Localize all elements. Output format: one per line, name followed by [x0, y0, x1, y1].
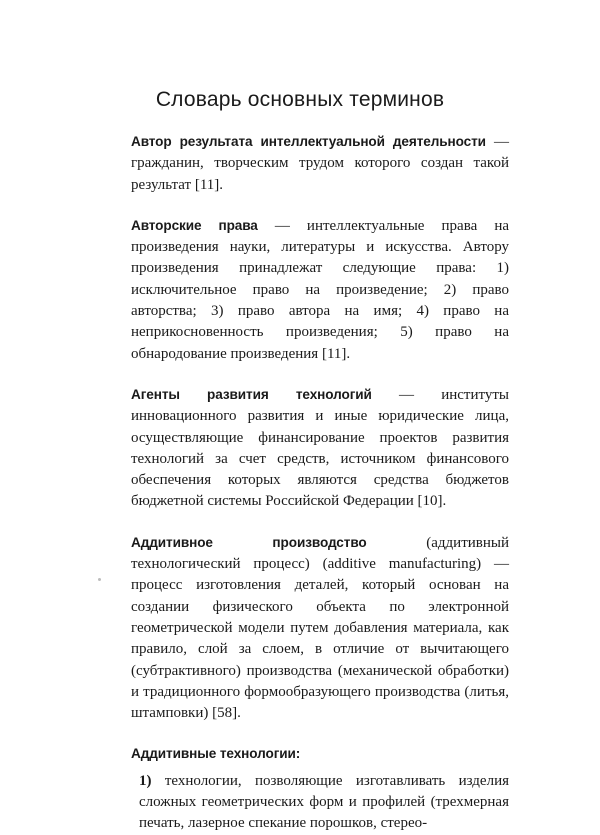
- glossary-entry: [131, 532, 509, 725]
- glossary-entry: [131, 384, 509, 513]
- item-text: технологии, позволяющие изготавливать изделия сложных геометрических форм и профилей (трехмерная печать, лазерное спекание порошков, стерео-: [139, 772, 509, 832]
- list-item: [131, 771, 509, 835]
- entry-definition: — интеллектуальные права на произведения науки, литературы и искусства. Автору произведения принадлежат следующие права: 1) исключительное право на произведение; 2) право авторства; 3) право автора на имя; 4) право на неприкосновенность произведения; 5) право на обнародование произведения [11].: [131, 217, 510, 362]
- glossary-entry: [131, 743, 509, 834]
- glossary-body: [131, 131, 509, 835]
- glossary-entry: [131, 215, 509, 365]
- glossary-entry: [131, 131, 509, 196]
- scan-speck: [98, 578, 101, 581]
- entry-term: Автор результата интеллектуальной деятельности: [131, 134, 486, 149]
- entry-definition: (аддитивный технологический процесс) (additive manufacturing) — процесс изготовления деталей, который основан на создании физического объекта по электронной геометрической модели путем добавления материала, как правило, слой за слоем, в отличие от вычитающего (субтрактивного) производства (механической обработки) и традиционного формообразующего производства (литья, штамповки) [58].: [131, 534, 509, 722]
- entry-term: Аддитивные технологии:: [131, 746, 301, 762]
- entry-definition: — гражданин, творческим трудом которого создан такой результат [11].: [131, 134, 509, 193]
- entry-term: Агенты развития технологий: [131, 386, 372, 402]
- page-title: Словарь основных терминов: [155, 88, 445, 111]
- entry-heading: [131, 743, 509, 765]
- entry-term: Аддитивное производство: [131, 534, 367, 550]
- item-number: 1): [139, 772, 152, 789]
- entry-term: Авторские права: [131, 217, 258, 233]
- entry-definition: — институты инновационного развития и иные юридические лица, осуществляющие финансирование проектов развития технологий за счет средств, источником финансового обеспечения которых являются средства бюджетов бюджетной системы Российской Федерации [10].: [131, 386, 509, 510]
